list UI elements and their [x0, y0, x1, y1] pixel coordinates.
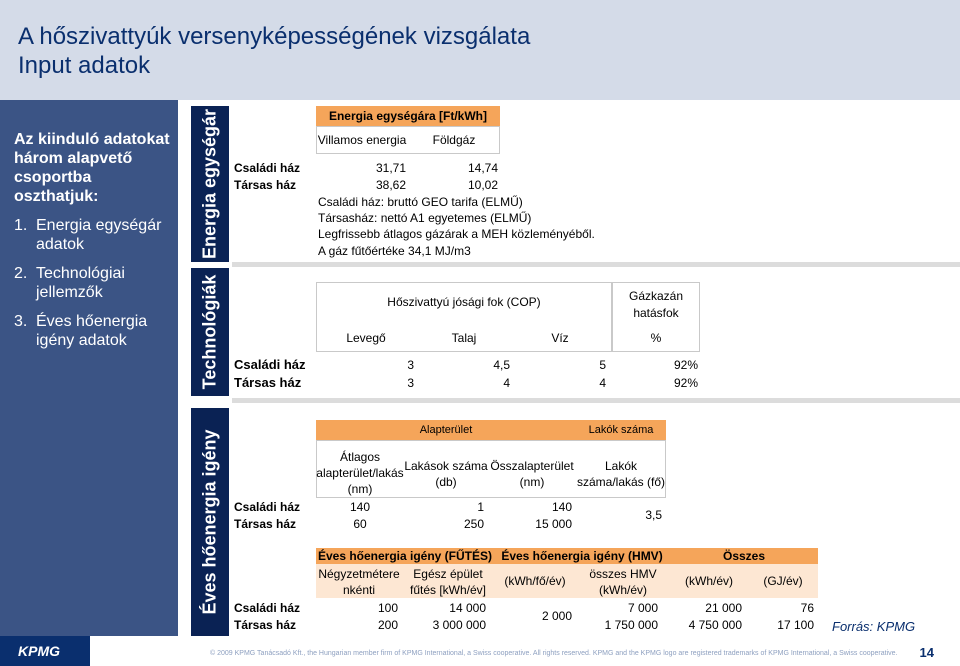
demand-value: 17 100 [777, 618, 814, 632]
page-number: 14 [919, 645, 934, 660]
tech-value: 3 [407, 358, 414, 372]
col-water: Víz [551, 331, 569, 345]
total-header: Összes [722, 549, 766, 563]
col-per-m2: Négyzetmétere nkénti [318, 567, 400, 597]
slide-title [18, 22, 530, 80]
list-item: 1. Energia egységár adatok [14, 217, 162, 253]
title-line-2: Input adatok [18, 52, 151, 79]
col-flat-count: Lakások száma (db) [404, 459, 488, 489]
row-label: Családi ház [234, 357, 306, 372]
row-label: Családi ház [234, 500, 301, 514]
residents-value: 3,5 [645, 508, 662, 522]
section-divider [232, 262, 960, 267]
energy-value: 38,62 [375, 178, 406, 192]
col-total-area: Összalapterület (nm) [490, 459, 574, 489]
energy-note: Családi ház: bruttó GEO tarifa (ELMŰ) [318, 195, 523, 209]
row-label: Társas ház [234, 618, 297, 632]
energy-value: 10,02 [467, 178, 498, 192]
source-note: Forrás: KPMG [832, 619, 916, 634]
demand-value: 200 [377, 618, 398, 632]
tech-value: 4,5 [493, 358, 510, 372]
col-residents: Lakók száma/lakás (fő) [576, 459, 666, 489]
row-label: Családi ház [234, 161, 301, 175]
intro-text: Az kiinduló adatokat három alapvető csoportba oszthatjuk: [14, 131, 170, 205]
col-per-person: (kWh/fő/év) [504, 574, 566, 588]
floor-value: 140 [349, 500, 371, 514]
floor-value: 1 [477, 500, 484, 514]
demand-value: 3 000 000 [432, 618, 486, 632]
demand-value: 7 000 [627, 601, 658, 615]
energy-note: Társasház: nettó A1 egyetemes (ELMŰ) [318, 211, 532, 225]
demand-value: 100 [377, 601, 398, 615]
tech-value: 4 [599, 376, 606, 390]
list-item: 2. Technológiai jellemzők [14, 265, 125, 301]
row-label: Társas ház [234, 375, 302, 390]
side-label-tech: Technológiák [191, 268, 229, 396]
floor-value: 250 [463, 517, 484, 531]
col-avg-area: Átlagos alapterület/lakás (nm) [316, 450, 404, 496]
demand-value: 76 [800, 601, 814, 615]
floor-value: 60 [353, 517, 367, 531]
hmv-header: Éves hőenergia igény (HMV) [501, 549, 663, 563]
area-header: Alapterület [419, 424, 473, 436]
heating-header: Éves hőenergia igény (FŰTÉS) [317, 549, 493, 563]
row-label: Társas ház [234, 517, 297, 531]
category-list [14, 216, 170, 350]
col-percent: % [650, 331, 662, 345]
title-line-1: A hőszivattyúk versenyképességének vizsgálata [18, 23, 531, 50]
energy-note: A gáz fűtőértéke 34,1 MJ/m3 [318, 244, 471, 258]
copyright-text: © 2009 KPMG Tanácsadó Kft., the Hungarian member firm of KPMG International, a Swiss cooperative. All rights reserved. KPMG and the KPMG logo are registered trademarks of KPMG International, a Swiss cooperative. [210, 650, 898, 657]
energy-value: 31,71 [375, 161, 406, 175]
section-divider [232, 398, 960, 403]
per-person-value: 2 000 [541, 609, 572, 623]
col-gj: (GJ/év) [763, 574, 803, 588]
tech-value: 3 [407, 376, 414, 390]
demand-value: 4 750 000 [688, 618, 742, 632]
tech-value: 4 [503, 376, 510, 390]
side-label-annual: Éves hőenergia igény [191, 408, 229, 636]
col-electric: Villamos energia [317, 133, 407, 147]
tech-value: 92% [673, 376, 698, 390]
demand-value: 21 000 [705, 601, 742, 615]
side-label-energy: Energia egységár [191, 106, 229, 262]
residents-header: Lakók száma [588, 424, 654, 436]
energy-note: Legfrissebb átlagos gázárak a MEH közleményéből. [318, 227, 595, 241]
tech-value: 5 [599, 358, 606, 372]
boiler-header: Gázkazán hatásfok [628, 289, 684, 320]
row-label: Társas ház [234, 178, 297, 192]
col-kwh: (kWh/év) [685, 574, 733, 588]
left-panel [0, 100, 178, 636]
floor-value: 140 [551, 500, 572, 514]
floor-value: 15 000 [535, 517, 572, 531]
demand-value: 14 000 [449, 601, 486, 615]
col-air: Levegő [346, 331, 386, 345]
row-label: Családi ház [234, 601, 301, 615]
cop-header: Hőszivattyú jósági fok (COP) [387, 295, 541, 309]
col-hmv-total: összes HMV (kWh/év) [589, 567, 657, 597]
list-item: 3. Éves hőenergia igény adatok [14, 313, 148, 349]
tech-value: 92% [673, 358, 698, 372]
kpmg-logo: KPMG [0, 636, 90, 666]
demand-value: 1 750 000 [604, 618, 658, 632]
energy-value: 14,74 [467, 161, 498, 175]
energy-header: Energia egységára [Ft/kWh] [328, 109, 488, 123]
col-building: Egész épület fűtés [kWh/év] [409, 567, 487, 597]
col-gas: Földgáz [432, 133, 476, 147]
slide-header [0, 0, 960, 100]
col-ground: Talaj [451, 331, 477, 345]
